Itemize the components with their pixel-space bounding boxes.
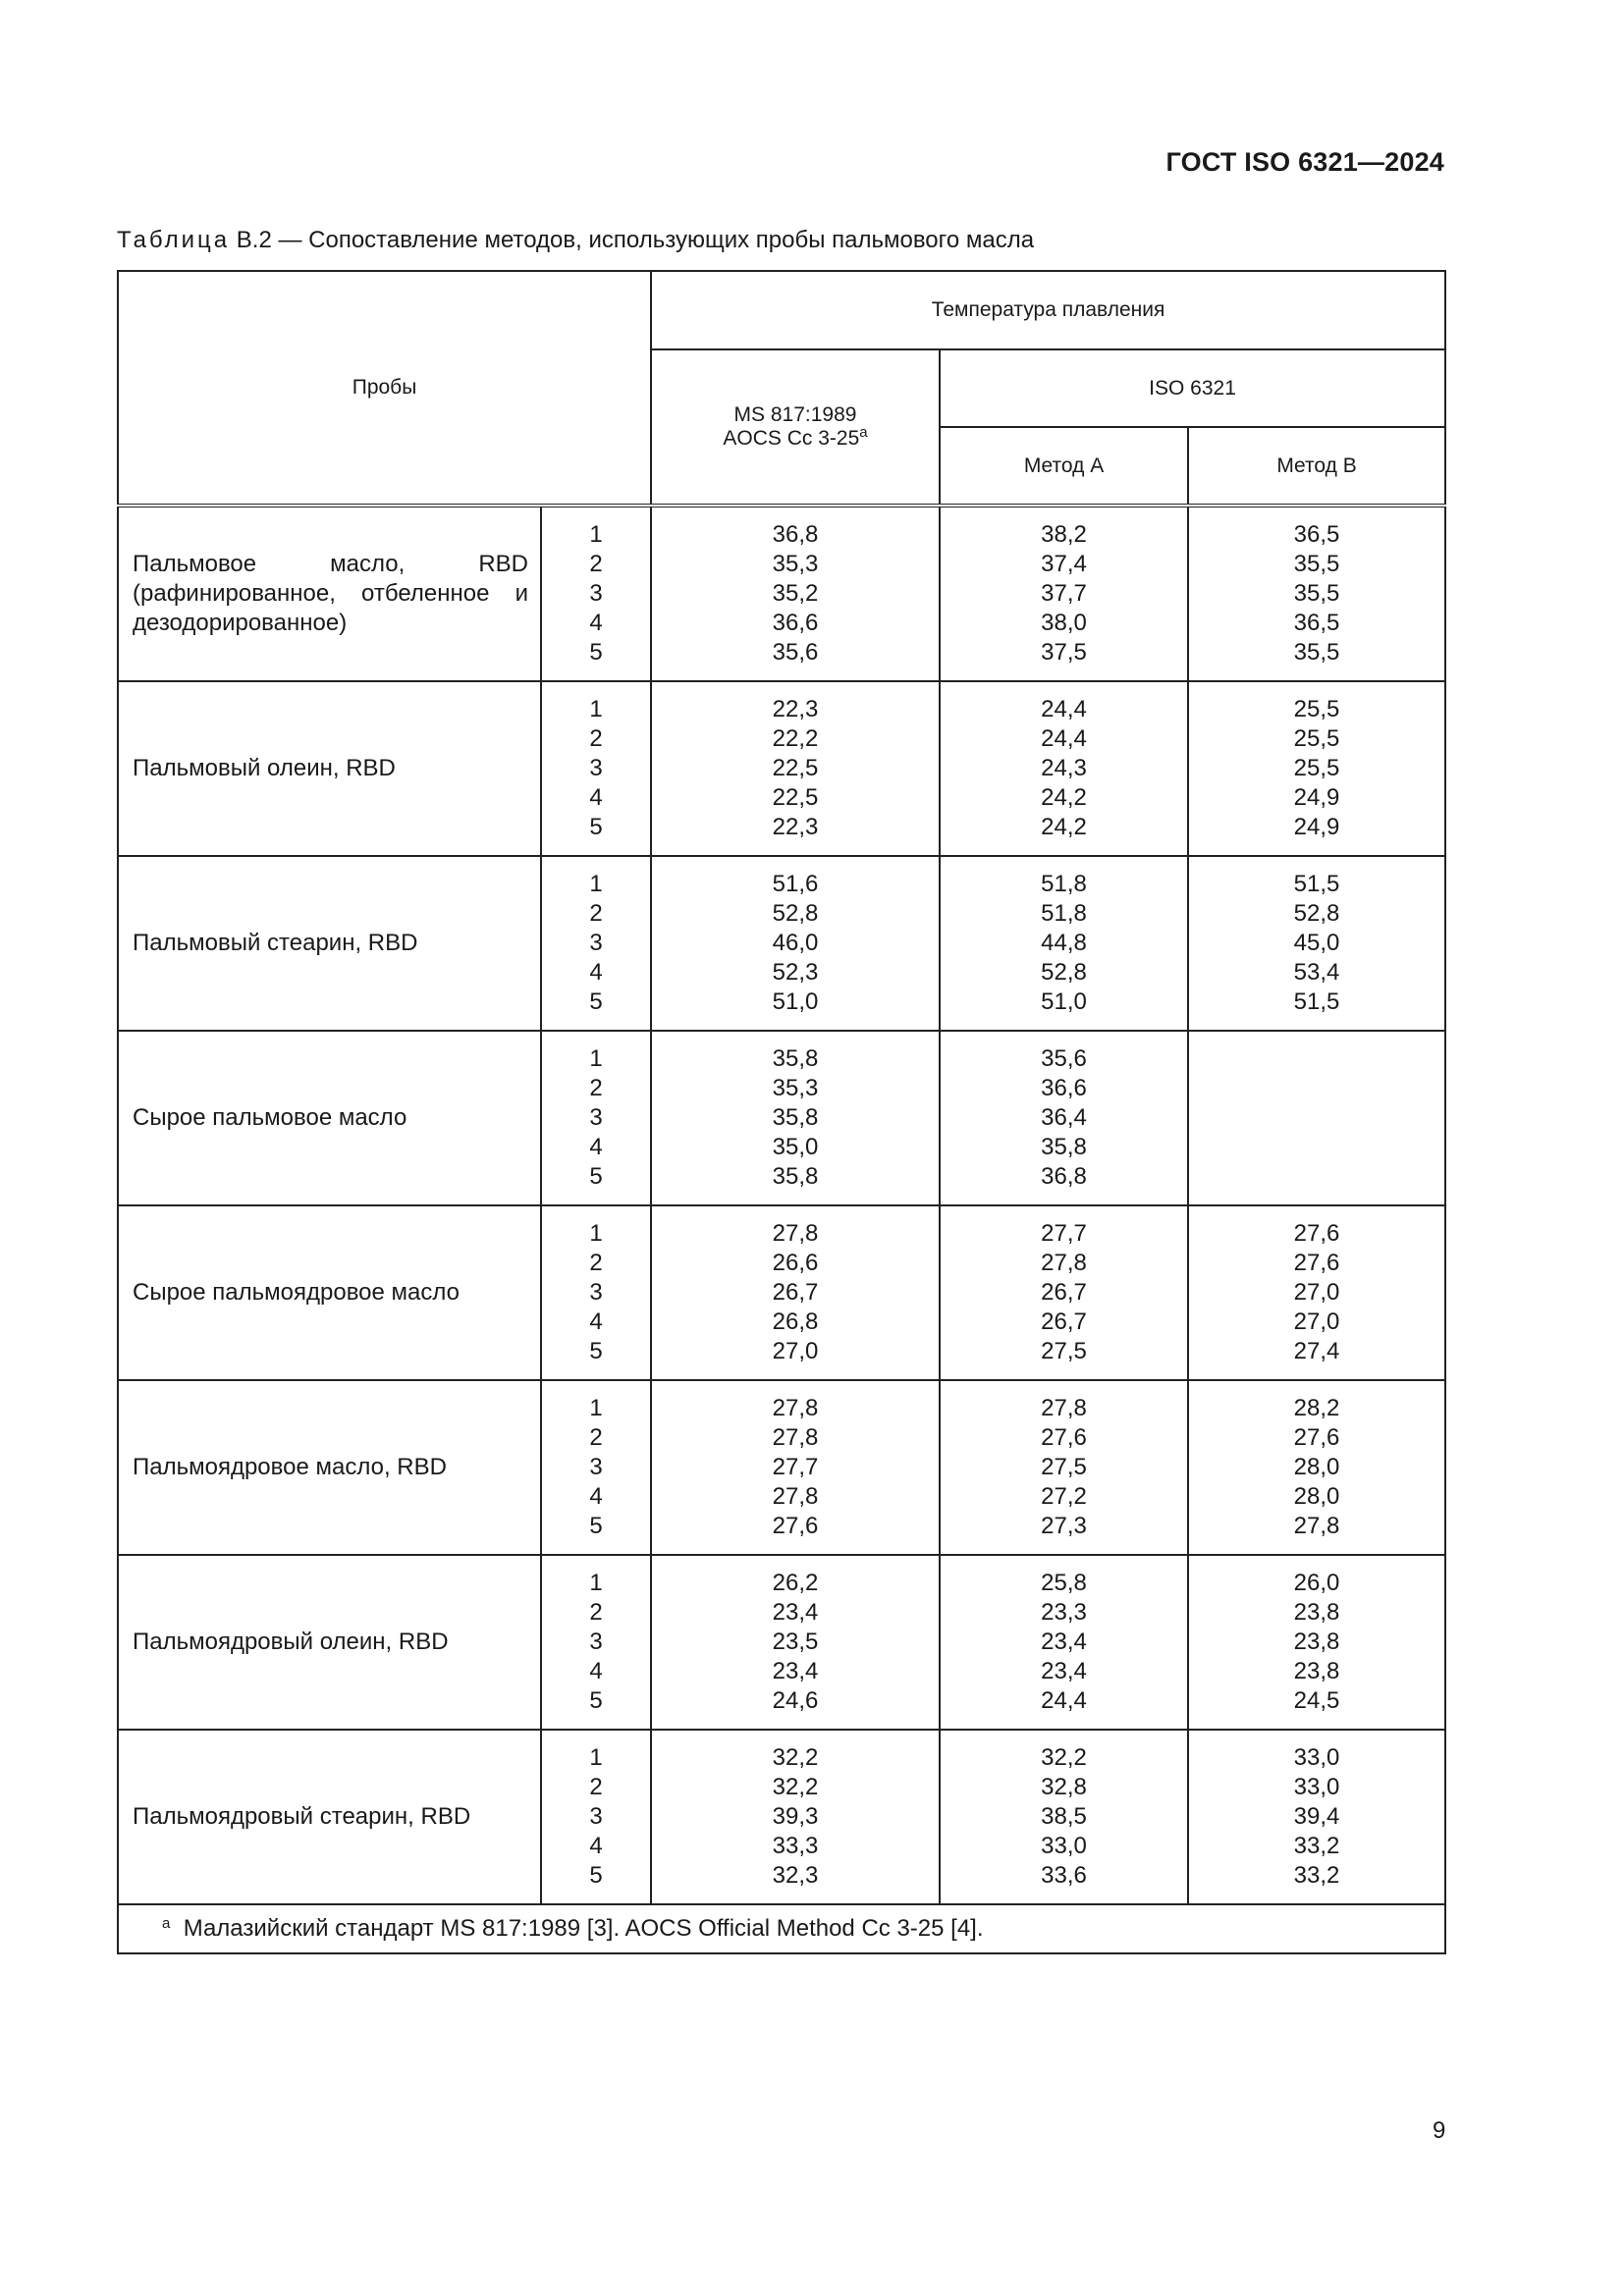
cell-value: 25,8 [1041, 1570, 1087, 1596]
cell-value: 51,8 [1041, 871, 1087, 897]
header-melting-point: Температура плавления [651, 271, 1445, 349]
cell-value: 33,2 [1293, 1833, 1340, 1859]
cell-value: 2 [589, 1250, 603, 1276]
cell-value: 24,6 [772, 1687, 819, 1714]
cell-value: 3 [589, 1279, 603, 1306]
sample-numbers [541, 506, 651, 681]
table-row [118, 1555, 1445, 1730]
cell-value: 38,2 [1041, 521, 1087, 548]
ms-aocs-values [651, 1555, 940, 1730]
method-b-values [1188, 506, 1445, 681]
cell-value: 51,5 [1293, 871, 1340, 897]
cell-value: 23,3 [1041, 1599, 1087, 1626]
sample-name: Пальмоядровый олеин, RBD [118, 1555, 541, 1730]
cell-value: 5 [589, 1163, 603, 1190]
cell-value: 27,4 [1293, 1338, 1340, 1364]
cell-value: 3 [589, 1803, 603, 1830]
cell-value: 27,8 [1041, 1250, 1087, 1276]
cell-value: 5 [589, 1513, 603, 1539]
cell-value: 1 [589, 871, 603, 897]
cell-value: 5 [589, 1687, 603, 1714]
cell-value: 25,5 [1293, 725, 1340, 752]
cell-value: 44,8 [1041, 930, 1087, 956]
sample-name: Сырое пальмовое масло [118, 1031, 541, 1205]
cell-value: 26,6 [772, 1250, 819, 1276]
cell-value: 1 [589, 1570, 603, 1596]
cell-value: 4 [589, 1308, 603, 1335]
cell-value: 26,7 [772, 1279, 819, 1306]
cell-value: 35,3 [772, 551, 819, 577]
ms-aocs-values [651, 856, 940, 1031]
table-body [118, 506, 1445, 1904]
melting-point-table [117, 270, 1446, 1954]
ms-aocs-values [651, 1730, 940, 1904]
table-row [118, 1205, 1445, 1380]
footnote-text: Малазийский стандарт MS 817:1989 [3]. AOCS Official Method Cc 3-25 [4]. [183, 1915, 984, 1942]
cell-value: 4 [589, 1658, 603, 1684]
cell-value: 2 [589, 725, 603, 752]
document-code: ГОСТ ISO 6321—2024 [1165, 147, 1444, 177]
cell-value: 4 [589, 1134, 603, 1160]
method-a-values [940, 856, 1188, 1031]
table-row [118, 856, 1445, 1031]
cell-value: 27,0 [1293, 1308, 1340, 1335]
cell-value: 24,4 [1041, 725, 1087, 752]
cell-value: 23,4 [1041, 1658, 1087, 1684]
cell-value: 22,3 [772, 814, 819, 840]
cell-value: 2 [589, 1599, 603, 1626]
cell-value: 24,4 [1041, 696, 1087, 722]
cell-value: 33,2 [1293, 1862, 1340, 1889]
table-caption [117, 227, 1034, 254]
cell-value: 33,6 [1041, 1862, 1087, 1889]
cell-value: 32,3 [772, 1862, 819, 1889]
cell-value: 27,6 [1293, 1424, 1340, 1451]
cell-value: 24,9 [1293, 784, 1340, 811]
cell-value: 24,2 [1041, 814, 1087, 840]
cell-value: 2 [589, 900, 603, 927]
cell-value: 3 [589, 580, 603, 607]
sample-name: Сырое пальмоядровое масло [118, 1205, 541, 1380]
header-iso: ISO 6321 [940, 349, 1445, 427]
cell-value: 3 [589, 1454, 603, 1480]
method-a-values [940, 1730, 1188, 1904]
sample-numbers [541, 1380, 651, 1555]
cell-value: 27,5 [1041, 1454, 1087, 1480]
cell-value: 2 [589, 1424, 603, 1451]
cell-value: 1 [589, 1395, 603, 1421]
cell-value: 1 [589, 1220, 603, 1247]
cell-value: 27,7 [1041, 1220, 1087, 1247]
cell-value: 4 [589, 610, 603, 636]
cell-value: 27,6 [1293, 1220, 1340, 1247]
cell-value: 32,2 [772, 1774, 819, 1800]
cell-value: 27,6 [1293, 1250, 1340, 1276]
caption-prefix: Таблица [117, 227, 231, 253]
page-number: 9 [1433, 2117, 1446, 2144]
cell-value: 51,8 [1041, 900, 1087, 927]
cell-value: 5 [589, 1338, 603, 1364]
cell-value: 22,2 [772, 725, 819, 752]
header-ms-line1: MS 817:1989 [733, 403, 857, 426]
cell-value: 33,0 [1293, 1774, 1340, 1800]
cell-value: 37,5 [1041, 639, 1087, 666]
cell-value: 1 [589, 1045, 603, 1072]
cell-value: 35,8 [772, 1163, 819, 1190]
cell-value: 35,6 [772, 639, 819, 666]
cell-value: 2 [589, 1075, 603, 1101]
cell-value: 35,5 [1293, 639, 1340, 666]
cell-value: 52,8 [772, 900, 819, 927]
cell-value: 2 [589, 551, 603, 577]
method-b-values [1188, 1031, 1445, 1205]
cell-value: 27,8 [1041, 1395, 1087, 1421]
cell-value: 24,5 [1293, 1687, 1340, 1714]
table-row [118, 506, 1445, 681]
cell-value: 23,5 [772, 1629, 819, 1655]
cell-value: 1 [589, 521, 603, 548]
cell-value: 35,8 [1041, 1134, 1087, 1160]
method-b-values [1188, 856, 1445, 1031]
cell-value: 4 [589, 1483, 603, 1510]
cell-value: 36,6 [1041, 1075, 1087, 1101]
cell-value: 53,4 [1293, 959, 1340, 986]
sample-name: Пальмовое масло, RBD (рафинированное, отбеленное и дезодорированное) [118, 506, 541, 681]
cell-value: 3 [589, 1104, 603, 1131]
header-method-a: Метод А [940, 427, 1188, 506]
cell-value: 27,8 [1293, 1513, 1340, 1539]
method-b-values [1188, 1555, 1445, 1730]
sample-name: Пальмовый стеарин, RBD [118, 856, 541, 1031]
method-a-values [940, 1380, 1188, 1555]
footnote-mark: a [162, 1915, 171, 1932]
cell-value: 1 [589, 696, 603, 722]
cell-value: 4 [589, 784, 603, 811]
cell-value: 28,0 [1293, 1454, 1340, 1480]
table-row [118, 1380, 1445, 1555]
sample-numbers [541, 1205, 651, 1380]
cell-value: 52,8 [1041, 959, 1087, 986]
cell-value: 5 [589, 988, 603, 1015]
cell-value: 23,4 [1041, 1629, 1087, 1655]
sample-name: Пальмоядровое масло, RBD [118, 1380, 541, 1555]
cell-value: 25,5 [1293, 755, 1340, 781]
header-ms-line2: AOCS Cc 3-25$^a$ [723, 424, 868, 450]
cell-value: 27,8 [772, 1483, 819, 1510]
cell-value: 23,8 [1293, 1599, 1340, 1626]
cell-value: 27,8 [772, 1395, 819, 1421]
cell-value: 27,0 [772, 1338, 819, 1364]
sample-name: Пальмоядровый стеарин, RBD [118, 1730, 541, 1904]
cell-value: 51,5 [1293, 988, 1340, 1015]
cell-value: 23,8 [1293, 1658, 1340, 1684]
sample-numbers [541, 856, 651, 1031]
cell-value: 35,6 [1041, 1045, 1087, 1072]
footnote-ref: a [859, 424, 868, 441]
cell-value: 35,3 [772, 1075, 819, 1101]
sample-numbers [541, 681, 651, 856]
cell-value: 3 [589, 755, 603, 781]
cell-value: 5 [589, 814, 603, 840]
cell-value: 35,5 [1293, 580, 1340, 607]
cell-value: 27,6 [772, 1513, 819, 1539]
cell-value: 35,0 [772, 1134, 819, 1160]
cell-value: 39,4 [1293, 1803, 1340, 1830]
sample-numbers [541, 1555, 651, 1730]
cell-value: 35,5 [1293, 551, 1340, 577]
sample-numbers [541, 1730, 651, 1904]
cell-value: 36,4 [1041, 1104, 1087, 1131]
method-a-values [940, 1555, 1188, 1730]
cell-value: 38,0 [1041, 610, 1087, 636]
cell-value: 36,5 [1293, 521, 1340, 548]
cell-value: 24,3 [1041, 755, 1087, 781]
cell-value: 27,3 [1041, 1513, 1087, 1539]
header-samples: Пробы [118, 271, 651, 506]
cell-value: 35,8 [772, 1104, 819, 1131]
cell-value: 23,4 [772, 1658, 819, 1684]
cell-value: 27,6 [1041, 1424, 1087, 1451]
sample-name: Пальмовый олеин, RBD [118, 681, 541, 856]
cell-value: 35,2 [772, 580, 819, 607]
method-a-values [940, 506, 1188, 681]
cell-value: 24,4 [1041, 1687, 1087, 1714]
cell-value: 5 [589, 1862, 603, 1889]
cell-value: 27,0 [1293, 1279, 1340, 1306]
cell-value: 28,2 [1293, 1395, 1340, 1421]
cell-value: 3 [589, 930, 603, 956]
header-ms-aocs [651, 349, 940, 506]
cell-value: 35,8 [772, 1045, 819, 1072]
cell-value: 45,0 [1293, 930, 1340, 956]
method-b-values [1188, 681, 1445, 856]
header-method-b: Метод В [1188, 427, 1445, 506]
method-b-values [1188, 1730, 1445, 1904]
cell-value: 1 [589, 1744, 603, 1771]
cell-value: 27,8 [772, 1220, 819, 1247]
cell-value: 24,2 [1041, 784, 1087, 811]
cell-value: 27,2 [1041, 1483, 1087, 1510]
cell-value: 3 [589, 1629, 603, 1655]
cell-value: 51,0 [1041, 988, 1087, 1015]
table-row [118, 1031, 1445, 1205]
cell-value: 27,5 [1041, 1338, 1087, 1364]
method-b-values [1188, 1380, 1445, 1555]
cell-value: 33,0 [1293, 1744, 1340, 1771]
cell-value: 27,7 [772, 1454, 819, 1480]
cell-value: 28,0 [1293, 1483, 1340, 1510]
cell-value: 33,0 [1041, 1833, 1087, 1859]
cell-value: 36,8 [772, 521, 819, 548]
cell-value: 51,0 [772, 988, 819, 1015]
table-footnote [118, 1904, 1445, 1953]
method-b-values [1188, 1205, 1445, 1380]
cell-value: 52,3 [772, 959, 819, 986]
cell-value: 26,7 [1041, 1308, 1087, 1335]
cell-value: 22,5 [772, 784, 819, 811]
cell-value: 2 [589, 1774, 603, 1800]
cell-value: 36,5 [1293, 610, 1340, 636]
cell-value: 33,3 [772, 1833, 819, 1859]
cell-value: 26,2 [772, 1570, 819, 1596]
cell-value: 25,5 [1293, 696, 1340, 722]
table-row [118, 681, 1445, 856]
method-a-values [940, 1205, 1188, 1380]
cell-value: 4 [589, 1833, 603, 1859]
cell-value: 23,4 [772, 1599, 819, 1626]
cell-value: 26,0 [1293, 1570, 1340, 1596]
cell-value: 36,8 [1041, 1163, 1087, 1190]
ms-aocs-values [651, 1205, 940, 1380]
cell-value: 46,0 [772, 930, 819, 956]
cell-value: 24,9 [1293, 814, 1340, 840]
cell-value: 26,7 [1041, 1279, 1087, 1306]
cell-value: 36,6 [772, 610, 819, 636]
caption-text: B.2 — Сопоставление методов, использующих пробы пальмового масла [230, 227, 1035, 253]
cell-value: 27,8 [772, 1424, 819, 1451]
ms-aocs-values [651, 1031, 940, 1205]
sample-numbers [541, 1031, 651, 1205]
cell-value: 5 [589, 639, 603, 666]
cell-value: 37,7 [1041, 580, 1087, 607]
cell-value: 38,5 [1041, 1803, 1087, 1830]
cell-value: 32,2 [772, 1744, 819, 1771]
cell-value: 26,8 [772, 1308, 819, 1335]
method-a-values [940, 681, 1188, 856]
cell-value: 32,8 [1041, 1774, 1087, 1800]
ms-aocs-values [651, 1380, 940, 1555]
cell-value: 32,2 [1041, 1744, 1087, 1771]
cell-value: 39,3 [772, 1803, 819, 1830]
cell-value: 4 [589, 959, 603, 986]
cell-value: 22,3 [772, 696, 819, 722]
table-row [118, 1730, 1445, 1904]
ms-aocs-values [651, 681, 940, 856]
cell-value: 23,8 [1293, 1629, 1340, 1655]
cell-value: 52,8 [1293, 900, 1340, 927]
method-a-values [940, 1031, 1188, 1205]
cell-value: 22,5 [772, 755, 819, 781]
cell-value: 51,6 [772, 871, 819, 897]
ms-aocs-values [651, 506, 940, 681]
cell-value: 37,4 [1041, 551, 1087, 577]
